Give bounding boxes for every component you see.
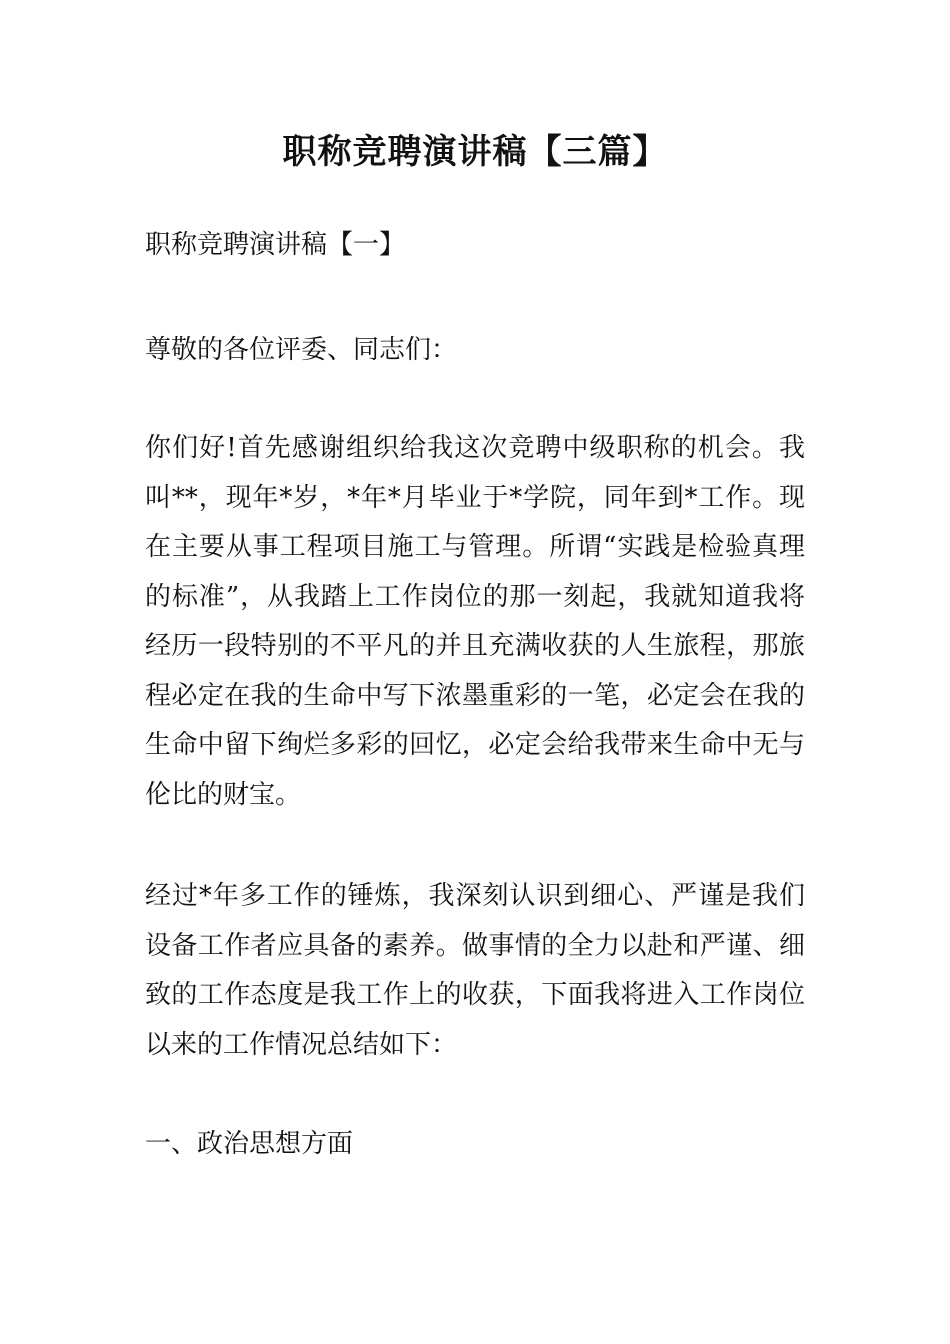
body-paragraph: 经过*年多工作的锤炼，我深刻认识到细心、严谨是我们设备工作者应具备的素养。做事情的全力以赴和严谨、细致的工作态度是我工作上的收获，下面我将进入工作岗位以来的工作情况总结如下： [145, 881, 805, 1060]
document-title: 职称竞聘演讲稿【三篇】 [282, 132, 668, 172]
body-paragraph: 你们好!首先感谢组织给我这次竞聘中级职称的机会。我叫**，现年*岁，*年*月毕业于*学院，同年到*工作。现在主要从事工程项目施工与管理。所谓“实践是检验真理的标准”，从我踏上工作岗位的那一刻起，我就知道我将经历一段特别的不平凡的并且充满收获的人生旅程，那旅程必定在我的生命中写下浓墨重彩的一笔，必定会在我的生命中留下绚烂多彩的回忆，必定会给我带来生命中无与伦比的财宝。 [145, 433, 805, 810]
section-heading: 一、政治思想方面 [145, 1129, 354, 1159]
salutation: 尊敬的各位评委、同志们： [145, 335, 458, 365]
document-subtitle: 职称竞聘演讲稿【一】 [145, 230, 406, 260]
